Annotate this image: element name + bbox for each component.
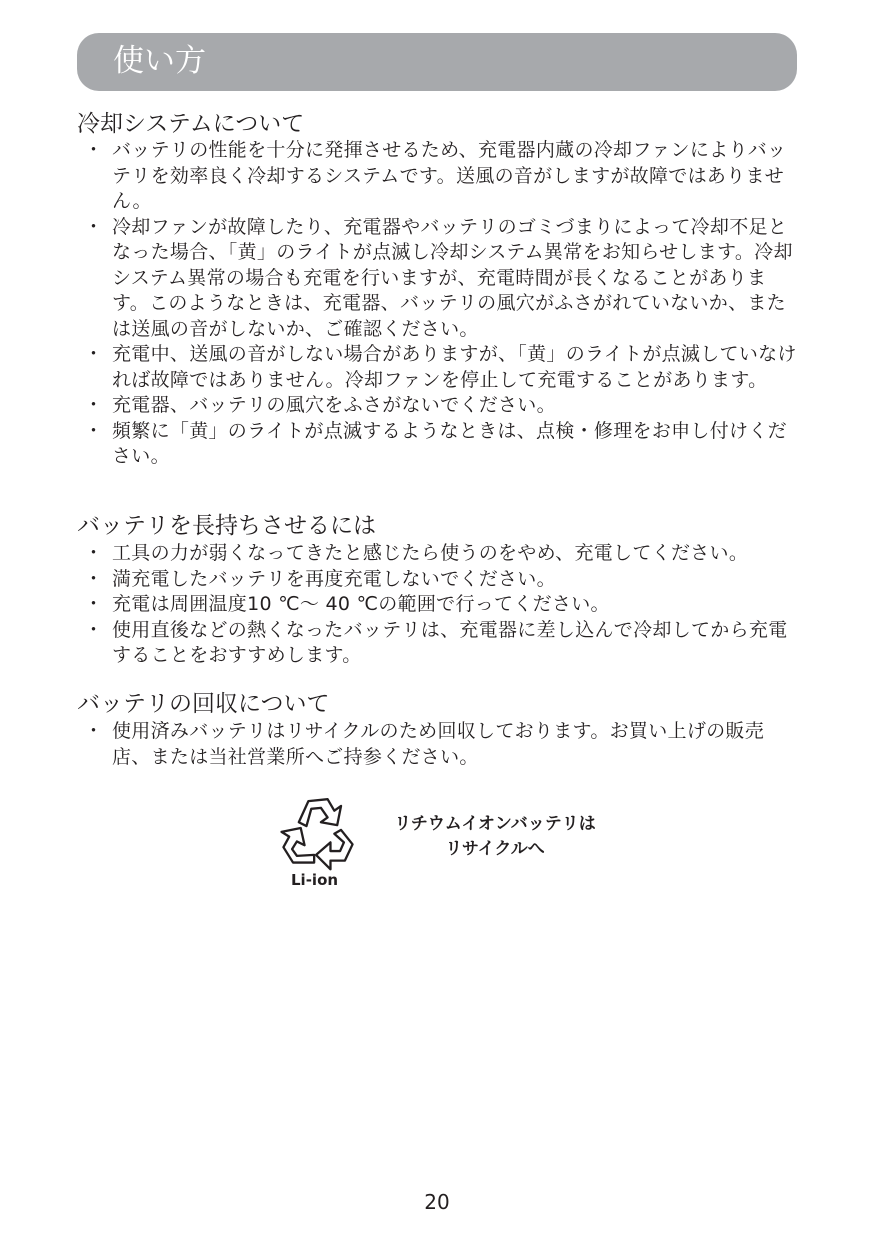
recycle-caption xyxy=(385,812,605,862)
list-item xyxy=(82,567,802,593)
bullet-dot: ・ xyxy=(84,343,104,365)
section-heading-collection: バッテリの回収について xyxy=(77,691,330,717)
section-heading-cooling: 冷却システムについて xyxy=(77,111,305,137)
bullet-dot: ・ xyxy=(84,394,104,416)
bullet-dot: ・ xyxy=(84,215,104,238)
cooling-bullet-list xyxy=(82,138,802,470)
battery-life-bullet-list xyxy=(82,541,802,669)
page-title: 使い方 xyxy=(113,43,206,79)
list-item-text: 充電は周囲温度10 ℃～ 40 ℃の範囲で行ってください。 xyxy=(112,593,610,615)
list-item xyxy=(82,719,802,770)
bullet-dot: ・ xyxy=(84,618,104,641)
list-item xyxy=(82,592,802,618)
list-item xyxy=(82,342,802,393)
list-item-text: 使用済みバッテリはリサイクルのため回収しております。お買い上げの販売店、または当社営業所へご持参ください。 xyxy=(112,720,765,768)
bullet-dot: ・ xyxy=(84,593,104,615)
recycle-caption-line2: リサイクルへ xyxy=(445,839,545,859)
list-item xyxy=(82,419,802,470)
recycle-icon xyxy=(270,780,366,876)
list-item-text: 充電中、送風の音がしない場合がありますが、「黄」のライトが点滅していなければ故障ではありません。冷却ファンを停止して充電することがあります。 xyxy=(112,343,797,391)
bullet-dot: ・ xyxy=(84,720,104,742)
bullet-dot: ・ xyxy=(84,139,104,161)
page-title-bar xyxy=(77,33,797,91)
page-number: 20 xyxy=(424,1190,450,1214)
list-item-text: 冷却ファンが故障したり、充電器やバッテリのゴミづまりによって冷却不足となった場合、「黄」のライトが点滅し冷却システム異常をお知らせします。冷却システム異常の場合も充電を行いますが、充電時間が長くなることがあります。このようなときは、充電器、バッテリの風穴がふさがれていないか、または送風の音がしないか、ご確認ください。 xyxy=(112,215,793,340)
list-item-text: 工具の力が弱くなってきたと感じたら使うのをやめ、充電してください。 xyxy=(112,542,749,564)
list-item xyxy=(82,393,802,419)
recycle-code: Li-ion xyxy=(291,871,339,889)
list-item-text: 頻繁に「黄」のライトが点滅するようなときは、点検・修理をお申し付けください。 xyxy=(112,419,787,467)
collection-bullet-list xyxy=(82,719,802,770)
bullet-dot: ・ xyxy=(84,542,104,564)
list-item-text: 使用直後などの熱くなったバッテリは、充電器に差し込んで冷却してから充電することをおすすめします。 xyxy=(112,618,788,666)
section-heading-battery-life: バッテリを長持ちさせるには xyxy=(77,513,376,539)
bullet-dot: ・ xyxy=(84,567,104,590)
list-item-text: バッテリの性能を十分に発揮させるため、充電器内蔵の冷却ファンによりバッテリを効率良く冷却するシステムです。送風の音がしますが故障ではありません。 xyxy=(112,139,787,212)
list-item xyxy=(82,618,802,669)
list-item xyxy=(82,215,802,343)
list-item-text: 満充電したバッテリを再度充電しないでください。 xyxy=(112,567,556,590)
bullet-dot: ・ xyxy=(84,419,104,442)
list-item xyxy=(82,541,802,567)
recycle-caption-line1: リチウムイオンバッテリは xyxy=(394,814,596,834)
recycle-notice xyxy=(270,780,630,895)
list-item xyxy=(82,138,802,215)
list-item-text: 充電器、バッテリの風穴をふさがないでください。 xyxy=(112,394,556,416)
